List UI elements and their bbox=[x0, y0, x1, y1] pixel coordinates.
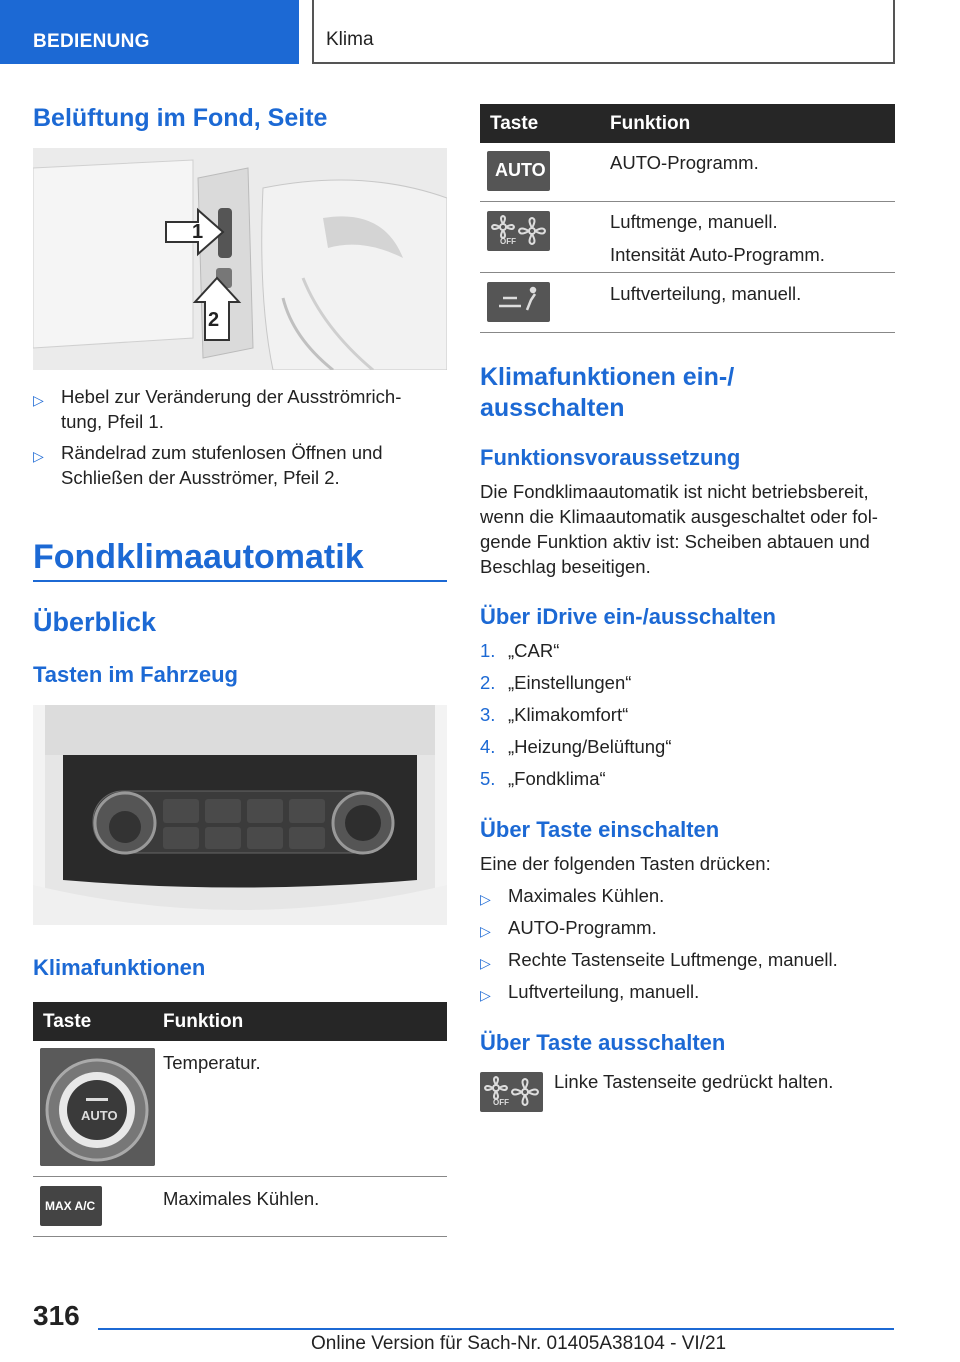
max-ac-key-icon: MAX A/C bbox=[40, 1186, 102, 1226]
list-item: 3. „Klimakomfort“ bbox=[480, 704, 629, 725]
requirement-text: Die Fondklimaautomatik ist nicht betriebsbereit, wenn die Klimaautomatik ausgeschaltet oder fol- gende Funktion aktiv ist: Scheiben abtauen und Beschlag beseitigen. bbox=[480, 481, 878, 577]
page-number: 316 bbox=[33, 1300, 80, 1331]
heading-klimafunktionen: Klimafunktionen bbox=[33, 955, 206, 980]
heading-taste-ein: Über Taste einschalten bbox=[480, 817, 720, 842]
list-item: ▷ Rechte Tastenseite Luftmenge, manuell. bbox=[480, 947, 895, 979]
off-text: Linke Tastenseite gedrückt halten. bbox=[554, 1071, 834, 1092]
triangle-bullet-icon: ▷ bbox=[480, 955, 491, 971]
triangle-bullet-icon: ▷ bbox=[33, 392, 44, 408]
list-item: 1. „CAR“ bbox=[480, 640, 560, 661]
footer-divider bbox=[98, 1328, 894, 1330]
heading-ueberblick: Überblick bbox=[33, 607, 157, 637]
list-item: ▷ Maximales Kühlen. bbox=[480, 883, 895, 915]
table-row: OFF Luftmenge, manuell. Intensität Auto-Programm. bbox=[480, 202, 895, 273]
triangle-bullet-icon: ▷ bbox=[33, 448, 44, 464]
heading-voraussetzung: Funktionsvoraussetzung bbox=[480, 445, 741, 470]
triangle-bullet-icon: ▷ bbox=[480, 891, 491, 907]
on-intro: Eine der folgenden Tasten drücken: bbox=[480, 853, 771, 874]
heading-belueftung: Belüftung im Fond, Seite bbox=[33, 104, 328, 132]
triangle-bullet-icon: ▷ bbox=[480, 923, 491, 939]
vent-photo bbox=[33, 148, 447, 370]
table-row: AUTO AUTO-Programm. bbox=[480, 143, 895, 202]
idrive-steps bbox=[480, 638, 895, 798]
list-item: ▷ Luftverteilung, manuell. bbox=[480, 979, 895, 1011]
section-tab: BEDIENUNG bbox=[0, 0, 299, 64]
list-item: ▷ Hebel zur Veränderung der Ausströmrich- tung, Pfeil 1. bbox=[33, 386, 402, 432]
heading-klima-ein-aus: Klimafunktionen ein-/ ausschalten bbox=[480, 363, 735, 422]
on-bullets bbox=[480, 883, 895, 1011]
list-item: ▷ AUTO-Programm. bbox=[480, 915, 895, 947]
list-item: ▷ Rändelrad zum stufenlosen Öffnen und Schließen der Ausströmer, Pfeil 2. bbox=[33, 442, 383, 488]
heading-tasten: Tasten im Fahrzeug bbox=[33, 662, 238, 687]
arrow-label-1: 1 bbox=[192, 221, 204, 243]
fan-key-icon: OFF bbox=[487, 211, 550, 251]
footer-version: Online Version für Sach-Nr. 01405A38104 - VI/21 bbox=[311, 1333, 727, 1354]
control-panel-photo bbox=[33, 705, 447, 925]
page-title: Fondklimaautomatik bbox=[33, 538, 364, 576]
table-row: MAX A/C Maximales Kühlen. bbox=[33, 1177, 447, 1237]
list-item: 5. „Fondklima“ bbox=[480, 768, 606, 789]
heading-idrive: Über iDrive ein-/ausschalten bbox=[480, 604, 776, 629]
title-underline bbox=[33, 580, 447, 582]
fan-off-key-icon: OFF bbox=[480, 1072, 543, 1112]
table-header: Taste Funktion bbox=[480, 104, 895, 143]
table-row: AUTO Temperatur. bbox=[33, 1041, 447, 1177]
table-header: Taste Funktion bbox=[33, 1002, 447, 1041]
triangle-bullet-icon: ▷ bbox=[480, 987, 491, 1003]
heading-taste-aus: Über Taste ausschalten bbox=[480, 1030, 726, 1055]
table-row: Luftverteilung, manuell. bbox=[480, 273, 895, 333]
list-item: 2. „Einstellungen“ bbox=[480, 672, 632, 693]
air-distribution-key-icon bbox=[487, 282, 550, 322]
chapter-title: Klima bbox=[312, 0, 895, 64]
temperature-knob-icon: AUTO bbox=[40, 1048, 155, 1166]
auto-key-icon: AUTO bbox=[487, 151, 550, 191]
arrow-label-2: 2 bbox=[208, 309, 220, 331]
list-item: 4. „Heizung/Belüftung“ bbox=[480, 736, 672, 757]
